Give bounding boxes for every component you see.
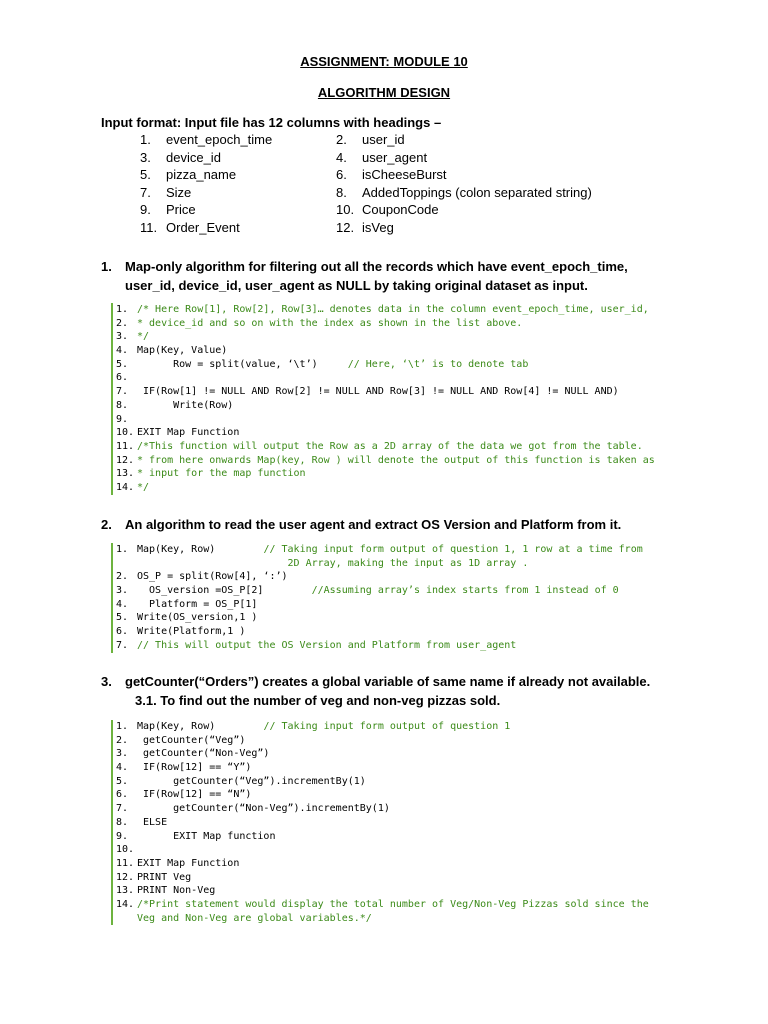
code-text: getCounter(“Veg”).incrementBy(1) [137,775,366,787]
code-text: Map(Key, Row) [137,544,216,555]
question-text: An algorithm to read the user agent and extract OS Version and Platform from it. [125,517,622,532]
question-2-heading [101,515,701,534]
code-text: getCounter(“Non-Veg”).incrementBy(1) [137,803,390,815]
code-line [116,761,716,775]
code-block-3 [111,720,716,925]
code-line [116,481,716,495]
code-line [116,843,716,857]
item-number: 6. [336,167,347,182]
line-number: 7. [116,639,129,651]
question-1-heading [101,257,681,295]
code-line [116,639,716,653]
document-subtitle: ALGORITHM DESIGN [317,85,451,100]
code-line [116,871,716,885]
code-text: Write(OS_version,1 ) [137,612,258,624]
item-name: user_agent [362,149,428,165]
item-number: 10. [336,202,355,217]
code-line [116,570,716,584]
input-format-intro: Input format: Input file has 12 columns with headings – [101,115,442,130]
code-line [116,371,716,385]
code-text: OS_P = split(Row[4], ‘:’) [137,571,288,583]
code-text: * from here onwards Map(key, Row ) will denote the output of this function is taken as [137,454,655,466]
code-block-1 [111,303,716,495]
question-number: 2. [101,517,112,532]
line-number: 8. [116,816,129,828]
code-line [116,816,716,830]
code-text: ELSE [137,816,168,828]
code-text: */ [137,481,150,493]
code-text: 2D Array, making the input as 1D array . [137,557,529,569]
question-text: Map-only algorithm for filtering out all the records which have event_epoch_time, user_id, device_id, user_agent as NULL by taking original dataset as input. [125,259,628,293]
line-number: 2. [116,571,129,583]
line-number: 3. [116,585,129,597]
code-text: */ [137,331,150,343]
code-text: IF(Row[12] == “N”) [137,789,252,801]
code-line [116,747,716,761]
item-number: 9. [140,202,151,217]
item-name: isCheeseBurst [362,167,447,182]
line-number: 9. [116,830,129,842]
code-line [116,788,716,802]
code-line [116,303,716,317]
code-line [116,857,716,871]
code-line [116,317,716,331]
code-text: Row = split(value, ‘\t’) [137,358,318,370]
code-text: Platform = OS_P[1] [137,598,258,610]
line-number: 10. [116,427,135,439]
line-number: 1. [116,721,129,732]
code-block-2 [111,543,716,653]
code-line [116,830,716,844]
line-number: 2. [116,317,129,329]
line-number: 5. [116,358,129,370]
code-text: * device_id and so on with the index as shown in the list above. [137,317,523,329]
item-number: 2. [336,132,347,147]
question-3-subheading: 3.1. To find out the number of veg and non-veg pizzas sold. [135,693,501,708]
item-number: 1. [140,132,151,147]
line-number: 13. [116,885,135,897]
code-line [116,413,716,427]
code-text: // This will output the OS Version and Platform from user_agent [137,639,517,651]
item-name: isVeg [362,219,394,235]
line-number: 6. [116,372,129,384]
code-text: IF(Row[1] != NULL AND Row[2] != NULL AND Row[3] != NULL AND Row[4] != NULL AND) [137,386,619,398]
line-number: 12. [116,871,135,883]
item-number: 4. [336,149,347,165]
line-number: 8. [116,399,129,411]
document-title: ASSIGNMENT: MODULE 10 [300,54,468,69]
line-number: 6. [116,626,129,638]
item-name: device_id [166,149,221,165]
list-item [140,184,592,202]
code-text: * input for the map function [137,468,306,480]
code-line [116,440,716,454]
code-comment: // Here, ‘\t’ is to denote tab [317,358,529,370]
code-text: getCounter(“Non-Veg”) [137,748,270,760]
line-number: 9. [116,413,129,425]
line-number: 3. [116,331,129,343]
column-list [140,131,592,236]
code-line [116,344,716,358]
code-text: EXIT Map Function [137,857,240,869]
code-text: PRINT Veg [137,871,192,883]
line-number: 7. [116,803,129,815]
code-line [116,543,716,557]
code-line [116,467,716,481]
line-number: 14. [116,481,135,493]
code-line [116,611,716,625]
line-number: 6. [116,789,129,801]
line-number: 12. [116,454,135,466]
line-number: 3. [116,748,129,760]
code-comment: // Taking input form output of question 1, 1 row at a time from [215,544,643,555]
code-text: /*This function will output the Row as a 2D array of the data we got from the table. [137,440,643,452]
item-number: 7. [140,184,151,200]
code-text: EXIT Map function [137,830,276,842]
list-item [140,149,592,167]
code-line [116,454,716,468]
item-number: 8. [336,184,347,200]
list-item [140,166,592,184]
list-item [140,201,592,219]
code-line [116,898,716,912]
code-text: Write(Row) [137,399,234,411]
code-text: EXIT Map Function [137,427,240,439]
list-item [140,131,592,149]
code-text: /*Print statement would display the total number of Veg/Non-Veg Pizzas sold since the [137,898,649,910]
code-line [116,385,716,399]
code-line [116,775,716,789]
code-text: Veg and Non-Veg are global variables.*/ [137,912,372,924]
line-number: 5. [116,612,129,624]
line-number: 1. [116,304,129,315]
item-name: Size [166,184,192,200]
code-line [116,912,716,926]
question-3-heading [101,672,701,691]
code-comment: // Taking input form output of question 1 [215,721,511,732]
code-line [116,426,716,440]
line-number: 4. [116,762,129,774]
line-number: 10. [116,844,135,856]
code-line [116,734,716,748]
code-comment: //Assuming array’s index starts from 1 instead of 0 [263,585,619,597]
code-line [116,598,716,612]
question-number: 1. [101,259,112,274]
line-number: 13. [116,468,135,480]
code-line [116,330,716,344]
line-number: 14. [116,898,135,910]
item-number: 12. [336,219,355,235]
code-text: Map(Key, Row) [137,721,216,732]
line-number: 11. [116,857,135,869]
line-number: 4. [116,345,129,357]
item-number: 5. [140,167,151,182]
code-line [116,884,716,898]
item-name: AddedToppings (colon separated string) [362,184,592,200]
item-name: user_id [362,132,405,147]
line-number: 7. [116,386,129,398]
code-line [116,584,716,598]
code-line [116,399,716,413]
code-text: /* Here Row[1], Row[2], Row[3]… denotes data in the column event_epoch_time, user_id, [137,304,649,315]
item-name: Order_Event [166,219,240,235]
code-line [116,802,716,816]
line-number: 5. [116,775,129,787]
code-text: getCounter(“Veg”) [137,734,246,746]
line-number: 11. [116,440,135,452]
question-text: getCounter(“Orders”) creates a global variable of same name if already not available. [125,674,651,689]
code-text: Write(Platform,1 ) [137,626,246,638]
code-text: PRINT Non-Veg [137,885,216,897]
code-line [116,358,716,372]
item-name: pizza_name [166,167,237,182]
question-number: 3. [101,674,112,689]
line-number: 2. [116,734,129,746]
code-text: OS_version =OS_P[2] [137,585,264,597]
line-number: 1. [116,544,129,555]
code-line [116,625,716,639]
code-text: Map(Key, Value) [137,345,228,357]
code-text: IF(Row[12] == “Y”) [137,762,252,774]
item-name: Price [166,202,196,217]
code-line [116,557,716,571]
code-line [116,720,716,734]
list-item [140,219,592,237]
item-number: 3. [140,149,151,165]
item-name: CouponCode [362,202,439,217]
line-number: 4. [116,598,129,610]
item-number: 11. [140,219,158,235]
item-name: event_epoch_time [166,132,273,147]
